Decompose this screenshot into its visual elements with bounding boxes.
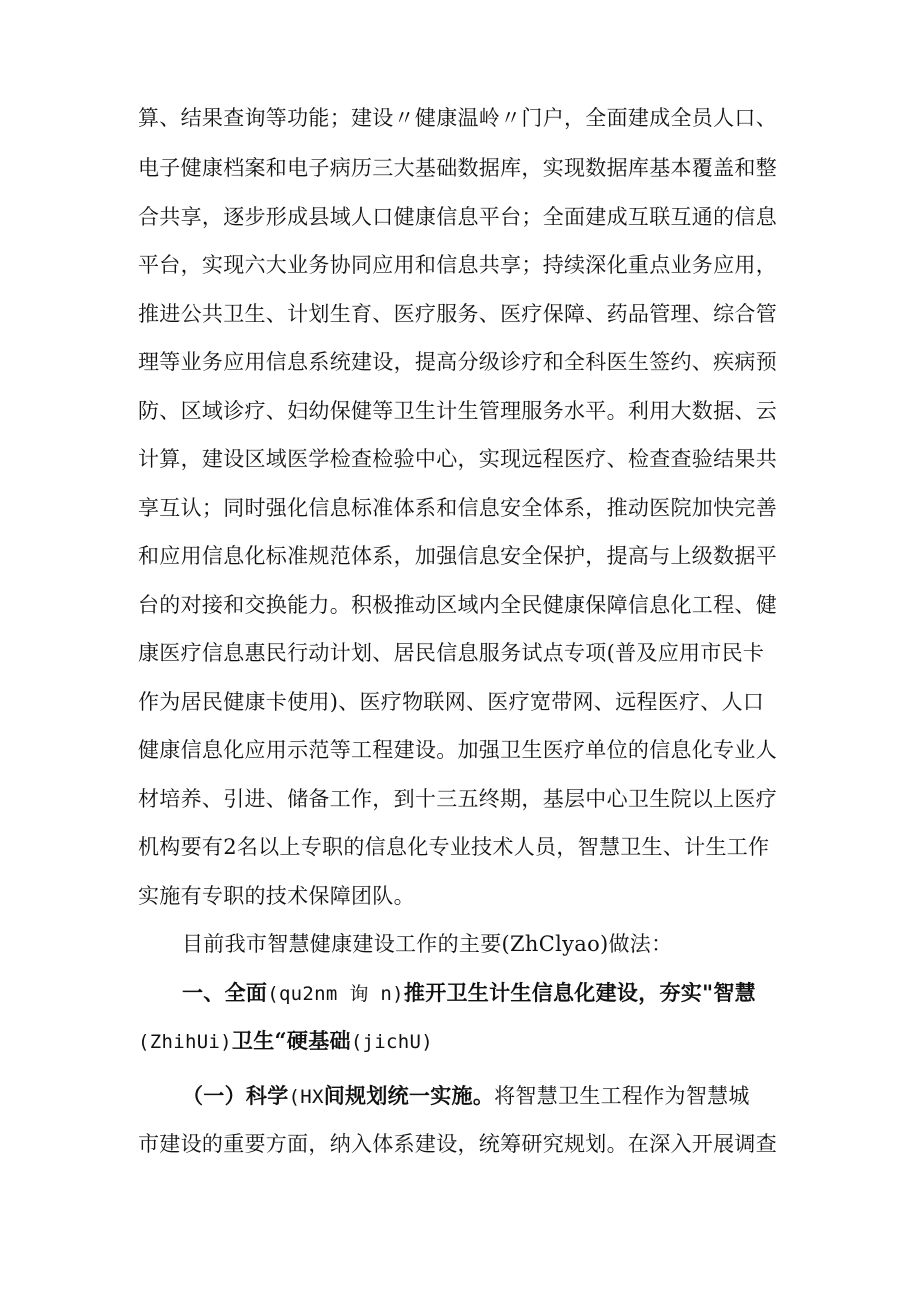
body-line-6: 理等业务应用信息系统建设，提高分级诊疗和全科医生签约、疾病预 [138, 350, 777, 374]
body-line-7: 防、区域诊疗、妇幼保健等卫生计生管理服务水平。利用大数据、云 [138, 399, 777, 423]
section-1-part-a: （一）科学 [182, 1083, 289, 1108]
heading-1-part-b: 推开卫生计生信息化建设，夯实"智慧 [403, 980, 756, 1005]
body-line-8: 计算，建设区域医学检查检验中心，实现远程医疗、检查查验结果共 [138, 447, 777, 471]
body-line-15: 材培养、引进、储备工作，到十三五终期，基层中心卫生院以上医疗 [138, 787, 777, 811]
section-1-part-b: 间规划统一实施。 [323, 1083, 495, 1108]
body-line-4: 平台，实现六大业务协同应用和信息共享；持续深化重点业务应用， [138, 253, 777, 277]
body-line-5: 推进公共卫生、计划生育、医疗服务、医疗保障、药品管理、综合管 [138, 302, 777, 326]
heading-1-part-a: 一、全面 [182, 980, 268, 1005]
body-line-10: 和应用信息化标准规范体系，加强信息安全保护，提高与上级数据平 [138, 544, 777, 568]
body-line-1: 算、结果查询等功能；建设〃健康温岭〃门户，全面建成全员人口、 [138, 106, 777, 130]
section-1-rest: 将智慧卫生工程作为智慧城 [494, 1084, 750, 1108]
intro-line: 目前我市智慧健康建设工作的主要(ZhClyao)做法： [182, 932, 673, 956]
heading-1-latin-a: (qu2nm 询 n) [267, 983, 404, 1005]
body-line-14: 健康信息化应用示范等工程建设。加强卫生医疗单位的信息化专业人 [138, 738, 777, 762]
body-line-16: 机构要有2名以上专职的信息化专业技术人员，智慧卫生、计生工作 [138, 835, 770, 859]
body-line-17: 实施有专职的技术保障团队。 [138, 884, 415, 908]
section-1-line-1 [182, 1082, 842, 1110]
heading-1-latin-c: (jichU) [350, 1031, 433, 1053]
body-line-12: 康医疗信息惠民行动计划、居民信息服务试点专项(普及应用市民卡 [138, 641, 765, 665]
body-line-9: 享互认；同时强化信息标准体系和信息安全体系，推动医院加快完善 [138, 496, 777, 520]
body-line-2: 电子健康档案和电子病历三大基础数据库，实现数据库基本覆盖和整 [138, 156, 777, 180]
body-line-3: 合共享，逐步形成县域人口健康信息平台；全面建成互联互通的信息 [138, 205, 777, 229]
heading-1-part-c: 卫生“硬基础 [231, 1028, 351, 1053]
body-line-11: 台的对接和交换能力。积极推动区域内全民健康保障信息化工程、健 [138, 593, 777, 617]
section-1-line-2: 市建设的重要方面，纳入体系建设，统筹研究规划。在深入开展调查 [138, 1132, 777, 1156]
heading-1-latin-b: (ZhihUi) [138, 1031, 232, 1053]
heading-1-line-1 [182, 979, 842, 1007]
heading-1-line-2 [138, 1027, 798, 1055]
section-1-latin-a: (HX [288, 1086, 324, 1108]
body-line-13: 作为居民健康卡使用)、医疗物联网、医疗宽带网、远程医疗、人口 [138, 690, 765, 714]
